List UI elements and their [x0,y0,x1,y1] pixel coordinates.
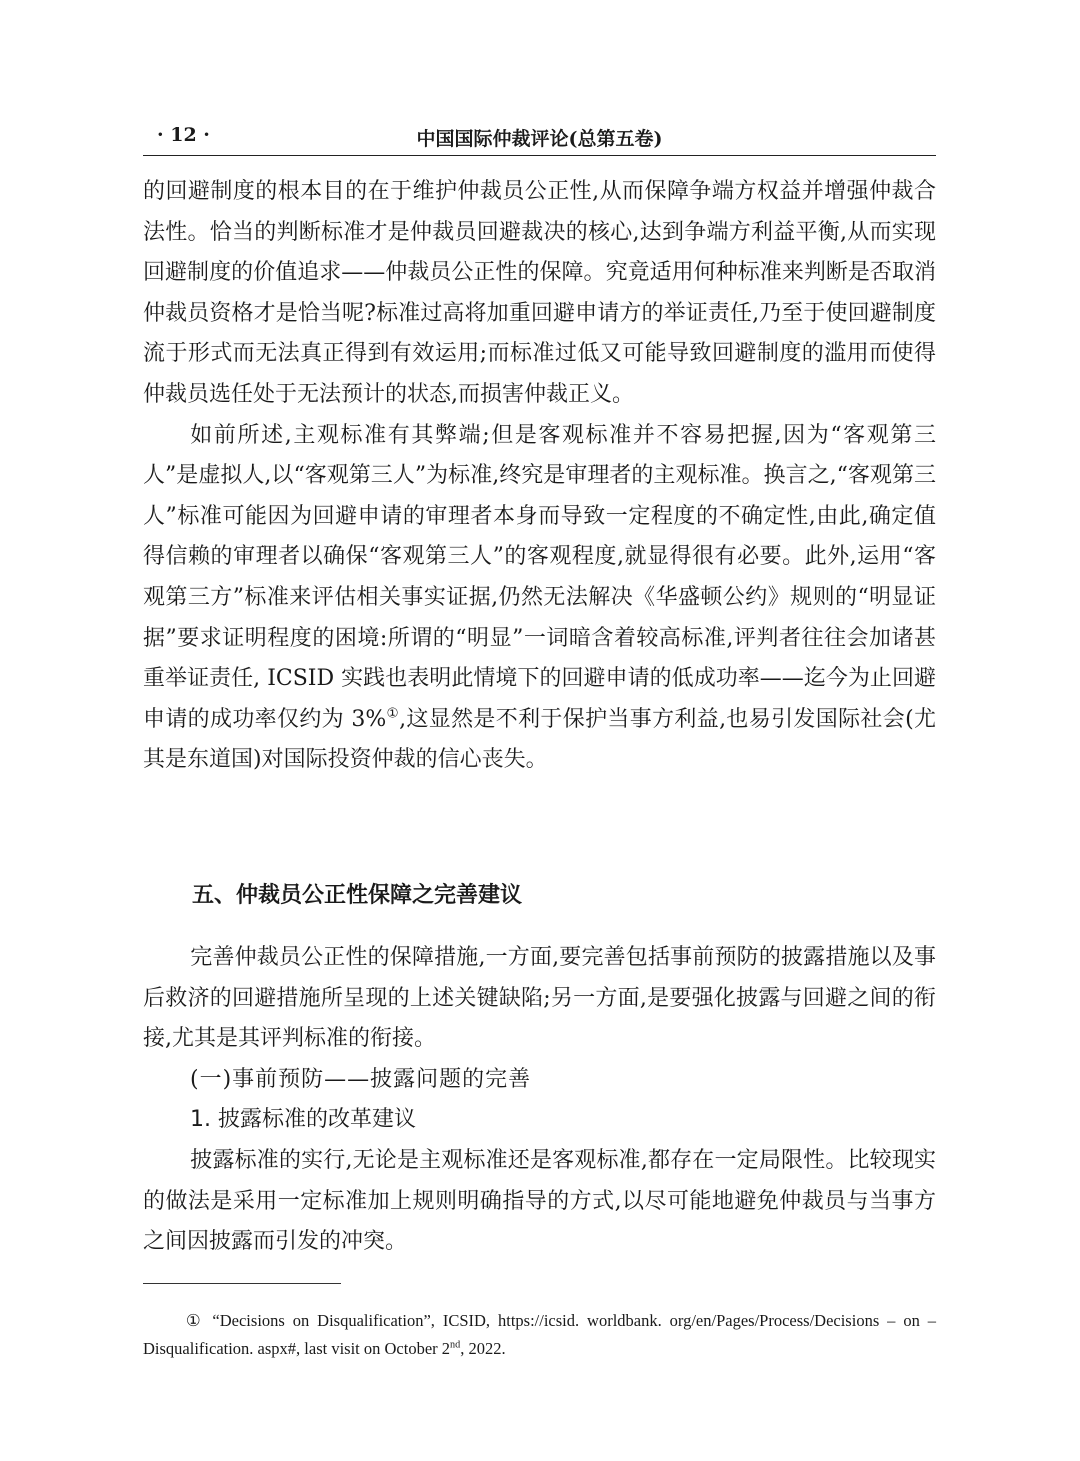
footnote-text: “Decisions on Disqualification”, ICSID, https://icsid. worldbank. org/en/Pages/Process/Decisions – on – Disqualification. aspx#, last visit on October 2 [143,1311,937,1358]
subheading: (一)事前预防——披露问题的完善 [190,1066,532,1092]
paragraph: 完善仲裁员公正性的保障措施,一方面,要完善包括事前预防的披露措施以及事后救济的回避措施所呈现的上述关键缺陷;另一方面,是要强化披露与回避之间的衔接,尤其是其评判标准的衔接。 [143,945,936,1052]
footnote [143,1307,936,1363]
sub-subheading: 1. 披露标准的改革建议 [190,1107,416,1133]
footnote-text-end: , 2022. [460,1339,506,1358]
page-number: · 12 · [157,124,210,146]
paragraph: 的回避制度的根本目的在于维护仲裁员公正性,从而保障争端方权益并增强仲裁合法性。恰当的判断标准才是仲裁员回避裁决的核心,达到争端方利益平衡,从而实现回避制度的价值追求——仲裁员公正性的保障。究竟适用何种标准来判断是否取消仲裁员资格才是恰当呢?标准过高将加重回避申请方的举证责任,乃至于使回避制度流于形式而无法真正得到有效运用;而标准过低又可能导致回避制度的滥用而使得仲裁员选任处于无法预计的状态,而损害仲裁正义。 [143,179,936,407]
section-heading: 五、仲裁员公正性保障之完善建议 [192,883,523,908]
paragraph: 披露标准的实行,无论是主观标准还是客观标准,都存在一定局限性。比较现实的做法是采用一定标准加上规则明确指导的方式,以尽可能地避免仲裁员与当事方之间因披露而引发的冲突。 [143,1147,936,1255]
footnote-superscript: nd [450,1339,461,1351]
paragraph-text: ,这显然是不利于保护当事方利益,也易引发国际社会(尤其是东道国)对国际投资仲裁的信心丧失。 [143,706,936,773]
section-body [143,938,936,1263]
paragraph-text: 如前所述,主观标准有其弊端;但是客观标准并不容易把握,因为“客观第三人”是虚拟人,以“客观第三人”为标准,终究是审理者的主观标准。换言之,“客观第三人”标准可能因为回避申请的审理者本身而导致一定程度的不确定性,由此,确定值得信赖的审理者以确保“客观第三人”的客观程度,就显得很有必要。此外,运用“客观第三方”标准来评估相关事实证据,仍然无法解决《华盛顿公约》规则的“明显证据”要求证明程度的困境:所谓的“明显”一词暗含着较高标准,评判者往往会加诸甚重举证责任, ICSID 实践也表明此情境下的回避申请的低成功率——迄今为止回避申请的成功率仅约为 3% [143,422,936,732]
footnote-marker: ① [185,1311,205,1330]
running-header [143,120,936,150]
body-text [143,172,936,781]
footnote-rule [143,1283,341,1284]
footnote-reference: ① [386,705,400,722]
paragraph [143,416,936,781]
header-rule [143,155,936,156]
running-title: 中国国际仲裁评论(总第五卷) [416,128,663,150]
